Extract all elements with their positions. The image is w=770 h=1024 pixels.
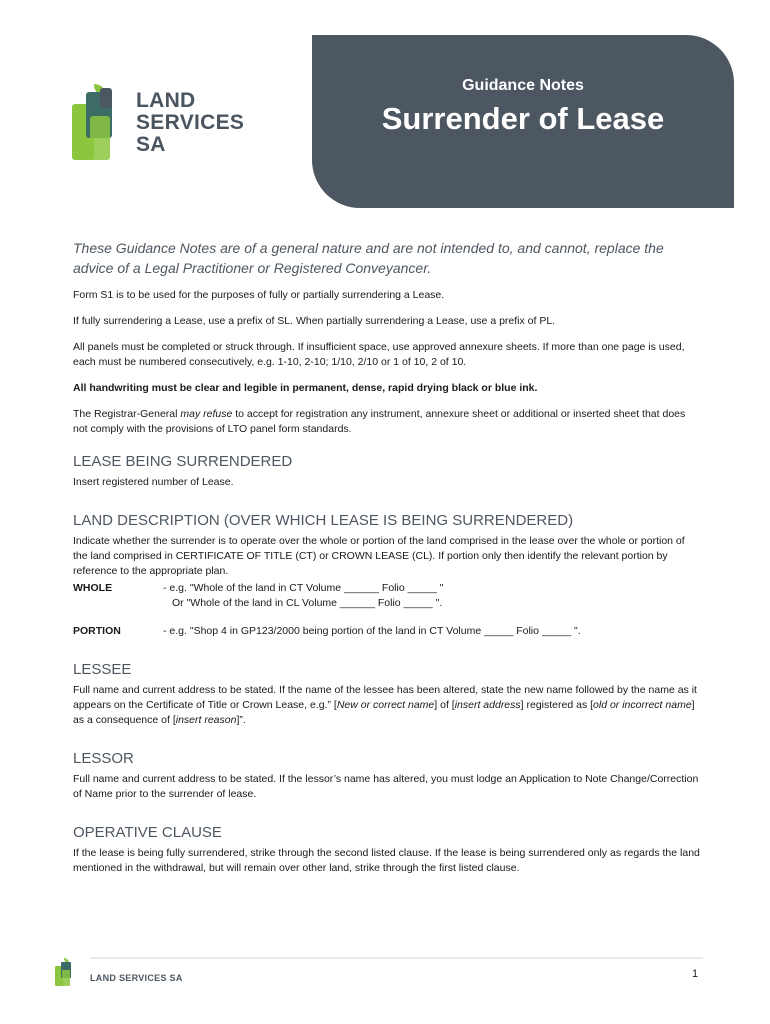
land-text: Indicate whether the surrender is to operate over the whole or portion of the land comprised in the lease over the whole or portion of the land comprised in CERTIFICATE OF TITLE (CT) or CROWN LEASE (CL). If portion only then identify the relevant portion by reference to the appropriate plan. xyxy=(73,535,685,577)
whole-example-2: Or "Whole of the land in CL Volume ______ Folio _____ ". xyxy=(172,597,443,609)
page-title: Surrender of Lease xyxy=(381,101,665,136)
land-services-logo xyxy=(72,82,262,162)
lessee-i2: insert address xyxy=(454,699,521,711)
header-subtitle: Guidance Notes xyxy=(462,77,584,94)
paragraph-form-s1: Form S1 is to be used for the purposes of fully or partially surrendering a Lease. xyxy=(73,289,445,301)
lessee-t3: ] registered as [ xyxy=(520,699,594,711)
logo-line-1: LAND xyxy=(136,89,196,112)
lessee-i3: old or incorrect name xyxy=(593,699,692,711)
whole-example-1: - e.g. "Whole of the land in CT Volume ______ Folio _____ " xyxy=(163,582,444,594)
whole-label: WHOLE xyxy=(73,582,113,594)
logo-line-2: SERVICES xyxy=(136,111,245,134)
leaf-emblem-icon xyxy=(72,82,130,162)
logo-line-3: SA xyxy=(136,133,166,156)
registrar-text-after: to accept for registration any instrument, annexure sheet or additional or inserted sheet that does not comply with the provisions of LTO panel form standards. xyxy=(73,408,686,435)
operative-text: If the lease is being fully surrendered, strike through the second listed clause. If the lease is being surrendered only as regards the land mentioned in the withdrawal, but will remain over other land, strike through the first listed clause. xyxy=(73,847,700,874)
lessee-t1: Full name and current address to be stated. If the name of the lessee has been altered, state the new name followed by the name as it appears on the Certificate of Title or Crown Lease, e.g.” [ xyxy=(73,684,697,711)
header-panel xyxy=(312,35,734,208)
lease-text: Insert registered number of Lease. xyxy=(73,476,234,488)
document-body xyxy=(73,238,700,887)
paragraph-panels: All panels must be completed or struck through. If insufficient space, use approved annexure sheets. If more than one page is used, each must be numbered consecutively, e.g. 1-10, 2-10; 1/10, 2/10 or 1 of 10, 2 of 10. xyxy=(73,341,685,368)
paragraph-prefix: If fully surrendering a Lease, use a prefix of SL. When partially surrendering a Lease, use a prefix of PL. xyxy=(73,315,556,327)
heading-land-description: LAND DESCRIPTION (OVER WHICH LEASE IS BEING SURRENDERED) xyxy=(73,512,574,529)
lessee-i1: New or correct name xyxy=(336,699,435,711)
example-portion xyxy=(73,624,700,639)
lessee-t5: ]”. xyxy=(236,714,246,726)
portion-label: PORTION xyxy=(73,625,121,637)
registrar-text-before: The Registrar-General xyxy=(73,408,181,420)
heading-operative-clause: OPERATIVE CLAUSE xyxy=(73,824,222,841)
lessee-t4: ] as a consequence of [ xyxy=(73,699,695,726)
paragraph-handwriting: All handwriting must be clear and legible in permanent, dense, rapid drying black or blue ink. xyxy=(73,382,538,394)
logo-wordmark xyxy=(136,90,244,156)
paragraph-registrar xyxy=(73,407,700,437)
heading-lessor: LESSOR xyxy=(73,750,134,767)
heading-lessee: LESSEE xyxy=(73,661,132,678)
footer-divider xyxy=(90,957,703,959)
lessor-text: Full name and current address to be stated. If the lessor’s name has altered, you must lodge an Application to Note Change/Correction of Name prior to the surrender of lease. xyxy=(73,773,699,800)
lessee-i4: insert reason xyxy=(175,714,237,726)
page-number: 1 xyxy=(692,968,699,980)
footer-brand: LAND SERVICES SA xyxy=(90,973,183,983)
registrar-emphasis: may refuse xyxy=(180,408,233,420)
heading-lease-surrendered: LEASE BEING SURRENDERED xyxy=(73,453,293,470)
lessee-t2: ] of [ xyxy=(434,699,455,711)
footer-leaf-icon xyxy=(55,958,77,986)
portion-example: - e.g. "Shop 4 in GP123/2000 being portion of the land in CT Volume _____ Folio _____ ". xyxy=(163,625,581,637)
example-whole xyxy=(73,581,700,611)
intro-disclaimer: These Guidance Notes are of a general nature and are not intended to, and cannot, replace the advice of a Legal Practitioner or Registered Conveyancer. xyxy=(73,240,664,276)
lessee-text xyxy=(73,683,700,728)
